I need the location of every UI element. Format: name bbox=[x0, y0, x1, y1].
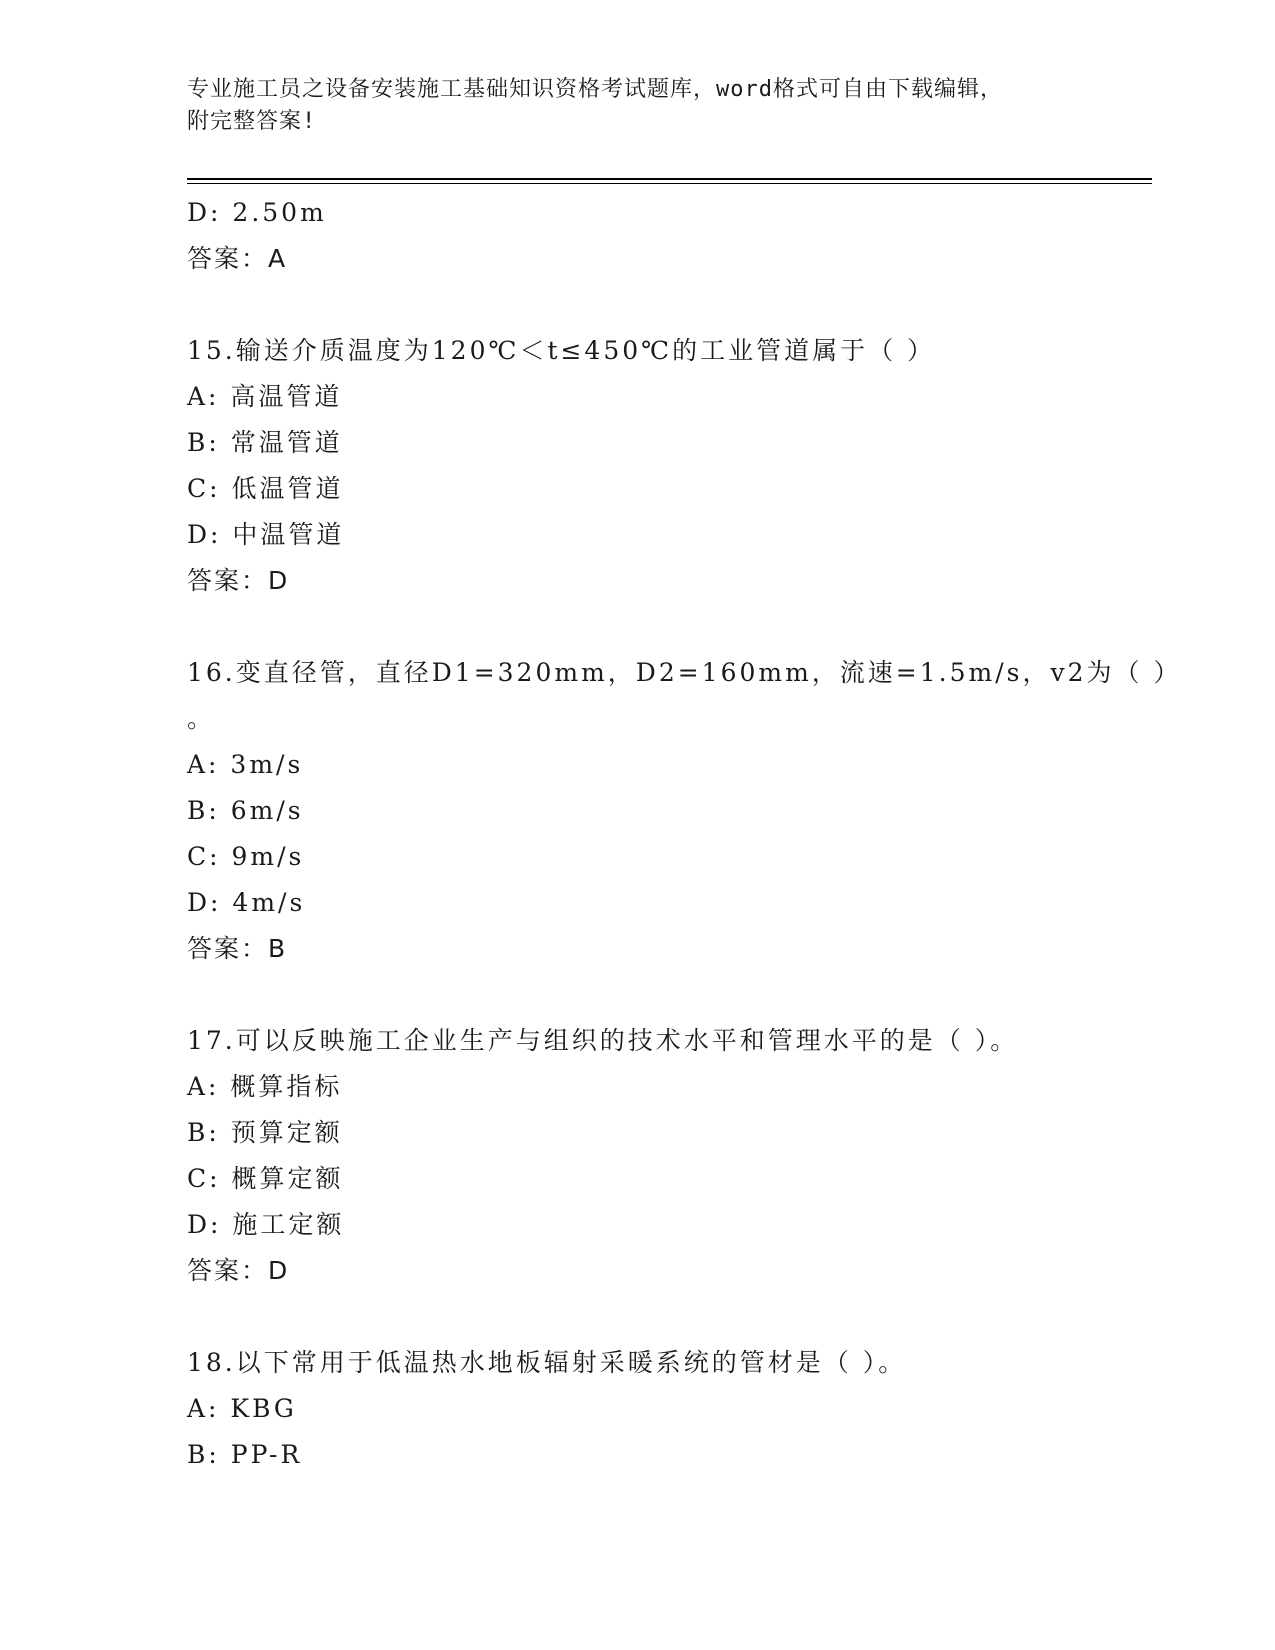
spacer bbox=[187, 604, 1152, 650]
option-d: D: 2.50m bbox=[187, 198, 327, 227]
option-c: C: 概算定额 bbox=[187, 1164, 344, 1193]
answer-line: 答案：D bbox=[187, 1256, 290, 1285]
option-d: D: 中温管道 bbox=[187, 520, 345, 549]
option-c: C: 低温管道 bbox=[187, 474, 344, 503]
question-17 bbox=[187, 1018, 1152, 1294]
question-18 bbox=[187, 1340, 1152, 1478]
answer-line: 答案：A bbox=[187, 244, 288, 273]
option-a: A: 概算指标 bbox=[187, 1072, 343, 1101]
option-a: A: KBG bbox=[187, 1394, 297, 1423]
option-c: C: 9m/s bbox=[187, 842, 305, 871]
document-header bbox=[187, 74, 1067, 138]
header-divider-thick bbox=[187, 178, 1152, 180]
header-line-1: 专业施工员之设备安装施工基础知识资格考试题库，word格式可自由下载编辑， bbox=[187, 77, 1003, 102]
question-16 bbox=[187, 650, 1182, 972]
option-a: A: 高温管道 bbox=[187, 382, 343, 411]
option-b: B: 预算定额 bbox=[187, 1118, 343, 1147]
option-a: A: 3m/s bbox=[187, 750, 304, 779]
question-fragment bbox=[187, 190, 1152, 282]
option-b: B: PP-R bbox=[187, 1440, 303, 1469]
option-d: D: 施工定额 bbox=[187, 1210, 345, 1239]
question-15 bbox=[187, 328, 1152, 604]
question-stem-continued: 。 bbox=[187, 704, 216, 733]
question-stem: 15.输送介质温度为120℃＜t≤450℃的工业管道属于（ ） bbox=[187, 336, 936, 365]
question-stem: 17.可以反映施工企业生产与组织的技术水平和管理水平的是（ ）。 bbox=[187, 1026, 1019, 1055]
question-stem: 18.以下常用于低温热水地板辐射采暖系统的管材是（ ）。 bbox=[187, 1348, 907, 1377]
answer-line: 答案：D bbox=[187, 566, 290, 595]
spacer bbox=[187, 972, 1152, 1018]
spacer bbox=[187, 282, 1152, 328]
option-b: B: 6m/s bbox=[187, 796, 304, 825]
header-line-2: 附完整答案! bbox=[187, 109, 317, 134]
header-divider-thin bbox=[187, 183, 1152, 184]
question-stem: 16.变直径管，直径D1=320mm，D2=160mm，流速=1.5m/s，v2为（ ） bbox=[187, 658, 1182, 687]
spacer bbox=[187, 1294, 1152, 1340]
answer-line: 答案：B bbox=[187, 934, 288, 963]
option-d: D: 4m/s bbox=[187, 888, 306, 917]
option-b: B: 常温管道 bbox=[187, 428, 343, 457]
question-list bbox=[187, 190, 1182, 1478]
